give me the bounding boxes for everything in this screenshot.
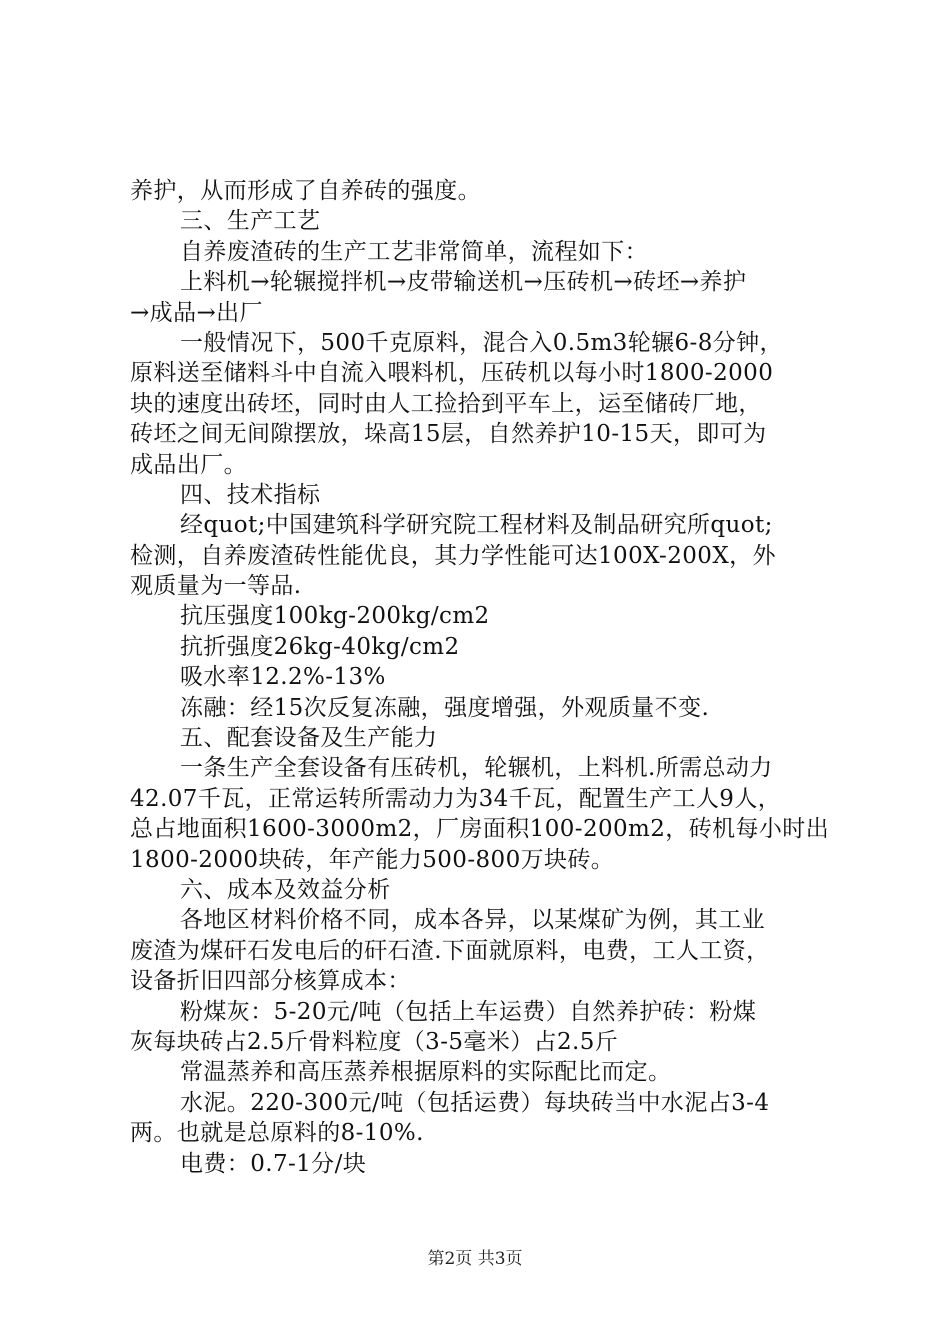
text-line: 常温蒸养和高压蒸养根据原料的实际配比而定。 [180, 1059, 672, 1086]
text-line: 废渣为煤矸石发电后的矸石渣.下面就原料，电费，工人工资， [130, 937, 770, 964]
text-line: 养护，从而形成了自养砖的强度。 [130, 178, 481, 204]
text-line: 六、成本及效益分析 [180, 876, 391, 903]
text-line: 粉煤灰：5-20元/吨（包括上车运费）自然养护砖：粉煤 [180, 998, 757, 1025]
text-line: 一条生产全套设备有压砖机，轮辗机，上料机.所需总动力 [180, 755, 773, 782]
text-line: 灰每块砖占2.5斤骨料粒度（3-5毫米）占2.5斤 [130, 1028, 619, 1055]
text-line: 上料机→轮辗搅拌机→皮带输送机→压砖机→砖坯→养护 [180, 269, 747, 296]
text-line: 各地区材料价格不同，成本各异，以某煤矿为例，其工业 [180, 907, 765, 934]
text-line: 42.07千瓦，正常运转所需动力为34千瓦，配置生产工人9人， [130, 785, 782, 812]
text-line: 砖坯之间无间隙摆放，垛高15层，自然养护10-15天，即可为 [130, 421, 767, 448]
text-line: 抗折强度26kg-40kg/cm2 [180, 633, 460, 660]
text-line: 抗压强度100kg-200kg/cm2 [180, 603, 490, 630]
text-line: 经quot;中国建筑科学研究院工程材料及制品研究所quot; [180, 512, 773, 539]
text-line: 1800-2000块砖，年产能力500-800万块砖。 [130, 846, 615, 873]
text-line: 电费：0.7-1分/块 [180, 1150, 367, 1177]
text-line: 四、技术指标 [180, 481, 321, 508]
document-body [130, 176, 830, 1179]
text-line: 检测，自养废渣砖性能优良，其力学性能可达100X-200X，外 [130, 542, 776, 569]
text-line: 五、配套设备及生产能力 [180, 725, 438, 752]
text-line: 设备折旧四部分核算成本： [130, 968, 411, 995]
text-line: →成品→出厂 [130, 299, 263, 326]
text-line: 两。也就是总原料的8-10%. [130, 1120, 424, 1147]
text-line: 成品出厂。 [130, 451, 247, 478]
text-line: 自养废渣砖的生产工艺非常简单，流程如下： [180, 238, 648, 265]
text-line: 水泥。220-300元/吨（包括运费）每块砖当中水泥占3-4 [180, 1089, 770, 1116]
text-line: 吸水率12.2%-13% [180, 664, 386, 691]
text-line: 一般情况下，500千克原料，混合入0.5m3轮辗6-8分钟， [180, 329, 783, 356]
text-line: 观质量为一等品. [130, 573, 302, 600]
text-line: 块的速度出砖坯，同时由人工捡拾到平车上，运至储砖厂地， [130, 390, 762, 417]
text-line: 三、生产工艺 [180, 208, 321, 235]
text-line: 原料送至储料斗中自流入喂料机，压砖机以每小时1800-2000 [130, 360, 774, 387]
text-line: 冻融：经15次反复冻融，强度增强，外观质量不变. [180, 694, 710, 721]
text-line: 总占地面积1600-3000m2，厂房面积100-200m2，砖机每小时出 [130, 816, 830, 843]
page-footer: 第2页 共3页 [427, 1249, 523, 1269]
